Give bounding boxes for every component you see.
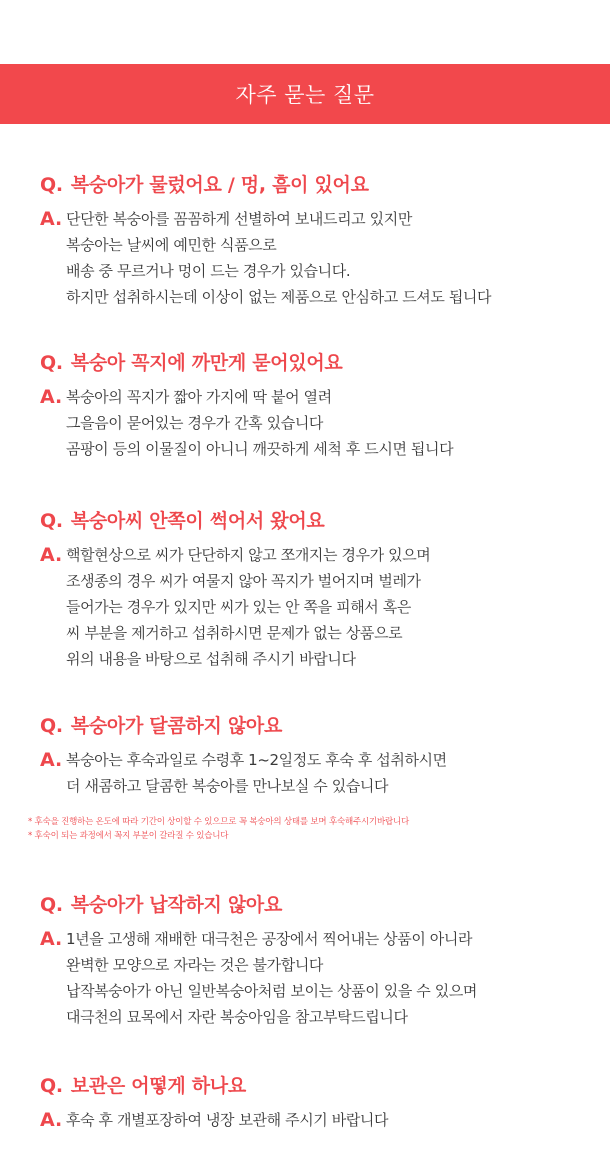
faq-answer — [40, 206, 491, 310]
answer-line: 후숙 후 개별포장하여 냉장 보관해 주시기 바랍니다 — [66, 1111, 389, 1129]
question-mark-label: Q. — [40, 174, 63, 196]
faq-answer — [40, 747, 447, 799]
answer-line: 하지만 섭취하시는데 이상이 없는 제품으로 안심하고 드셔도 됩니다 — [66, 288, 492, 306]
answer-line: 씨 부분을 제거하고 섭취하시면 문제가 없는 상품으로 — [66, 624, 403, 642]
answer-line: 더 새콤하고 달콤한 복숭아를 만나보실 수 있습니다 — [66, 777, 389, 795]
page-title: 자주 묻는 질문 — [235, 83, 375, 107]
footnote-list — [28, 815, 409, 843]
answer-line: 복숭아의 꼭지가 짧아 가지에 딱 붙어 열려 — [66, 388, 332, 406]
answer-line: 그을음이 묻어있는 경우가 간혹 있습니다 — [66, 414, 324, 432]
faq-question — [40, 170, 369, 197]
question-text: 복숭아가 물렀어요 / 멍, 흠이 있어요 — [70, 174, 369, 196]
answer-mark-label: A. — [40, 208, 63, 230]
question-mark-label: Q. — [40, 510, 63, 532]
footnote: * 후숙이 되는 과정에서 꼭지 부분이 갈라질 수 있습니다 — [28, 831, 229, 841]
answer-line: 배송 중 무르거나 멍이 드는 경우가 있습니다. — [66, 262, 351, 280]
answer-mark-label: A. — [40, 749, 63, 771]
faq-question — [40, 890, 282, 917]
question-text: 복숭아가 납작하지 않아요 — [70, 894, 283, 916]
question-mark-label: Q. — [40, 1075, 63, 1097]
answer-line: 조생종의 경우 씨가 여물지 않아 꼭지가 벌어지며 벌레가 — [66, 572, 421, 590]
answer-mark-label: A. — [40, 386, 63, 408]
faq-question — [40, 711, 282, 738]
question-mark-label: Q. — [40, 715, 63, 737]
footnote: * 후숙을 진행하는 온도에 따라 기간이 상이할 수 있으므로 꼭 복숭아의 상태를 보며 후숙해주시기바랍니다 — [28, 817, 410, 827]
answer-line: 납작복숭아가 아닌 일반복숭아처럼 보이는 상품이 있을 수 있으며 — [66, 982, 478, 1000]
answer-mark-label: A. — [40, 928, 63, 950]
answer-line: 복숭아는 후숙과일로 수령후 1~2일정도 후숙 후 섭취하시면 — [66, 751, 447, 769]
question-mark-label: Q. — [40, 352, 63, 374]
answer-line: 대극천의 묘목에서 자란 복숭아임을 참고부탁드립니다 — [66, 1008, 408, 1026]
faq-header-banner — [0, 64, 610, 124]
faq-answer — [40, 542, 430, 672]
question-mark-label: Q. — [40, 894, 63, 916]
faq-question — [40, 506, 324, 533]
faq-answer — [40, 384, 453, 462]
answer-mark-label: A. — [40, 544, 63, 566]
faq-question — [40, 348, 342, 375]
answer-line: 위의 내용을 바탕으로 섭취해 주시기 바랍니다 — [66, 650, 356, 668]
question-text: 복숭아 꼭지에 까만게 묻어있어요 — [70, 352, 343, 374]
question-text: 보관은 어떻게 하나요 — [70, 1075, 246, 1097]
answer-mark-label: A. — [40, 1109, 63, 1131]
answer-line: 복숭아는 날씨에 예민한 식품으로 — [66, 236, 277, 254]
answer-line: 곰팡이 등의 이물질이 아니니 깨끗하게 세척 후 드시면 됩니다 — [66, 440, 454, 458]
answer-line: 1년을 고생해 재배한 대극천은 공장에서 찍어내는 상품이 아니라 — [66, 930, 473, 948]
question-text: 복숭아씨 안쪽이 썩어서 왔어요 — [70, 510, 325, 532]
question-text: 복숭아가 달콤하지 않아요 — [70, 715, 283, 737]
faq-answer — [40, 1107, 388, 1133]
answer-line: 들어가는 경우가 있지만 씨가 있는 안 쪽을 피해서 혹은 — [66, 598, 411, 616]
answer-line: 핵할현상으로 씨가 단단하지 않고 쪼개지는 경우가 있으며 — [66, 546, 431, 564]
faq-question — [40, 1071, 246, 1098]
faq-answer — [40, 926, 477, 1030]
answer-line: 완벽한 모양으로 자라는 것은 불가합니다 — [66, 956, 324, 974]
answer-line: 단단한 복숭아를 꼼꼼하게 선별하여 보내드리고 있지만 — [66, 210, 412, 228]
